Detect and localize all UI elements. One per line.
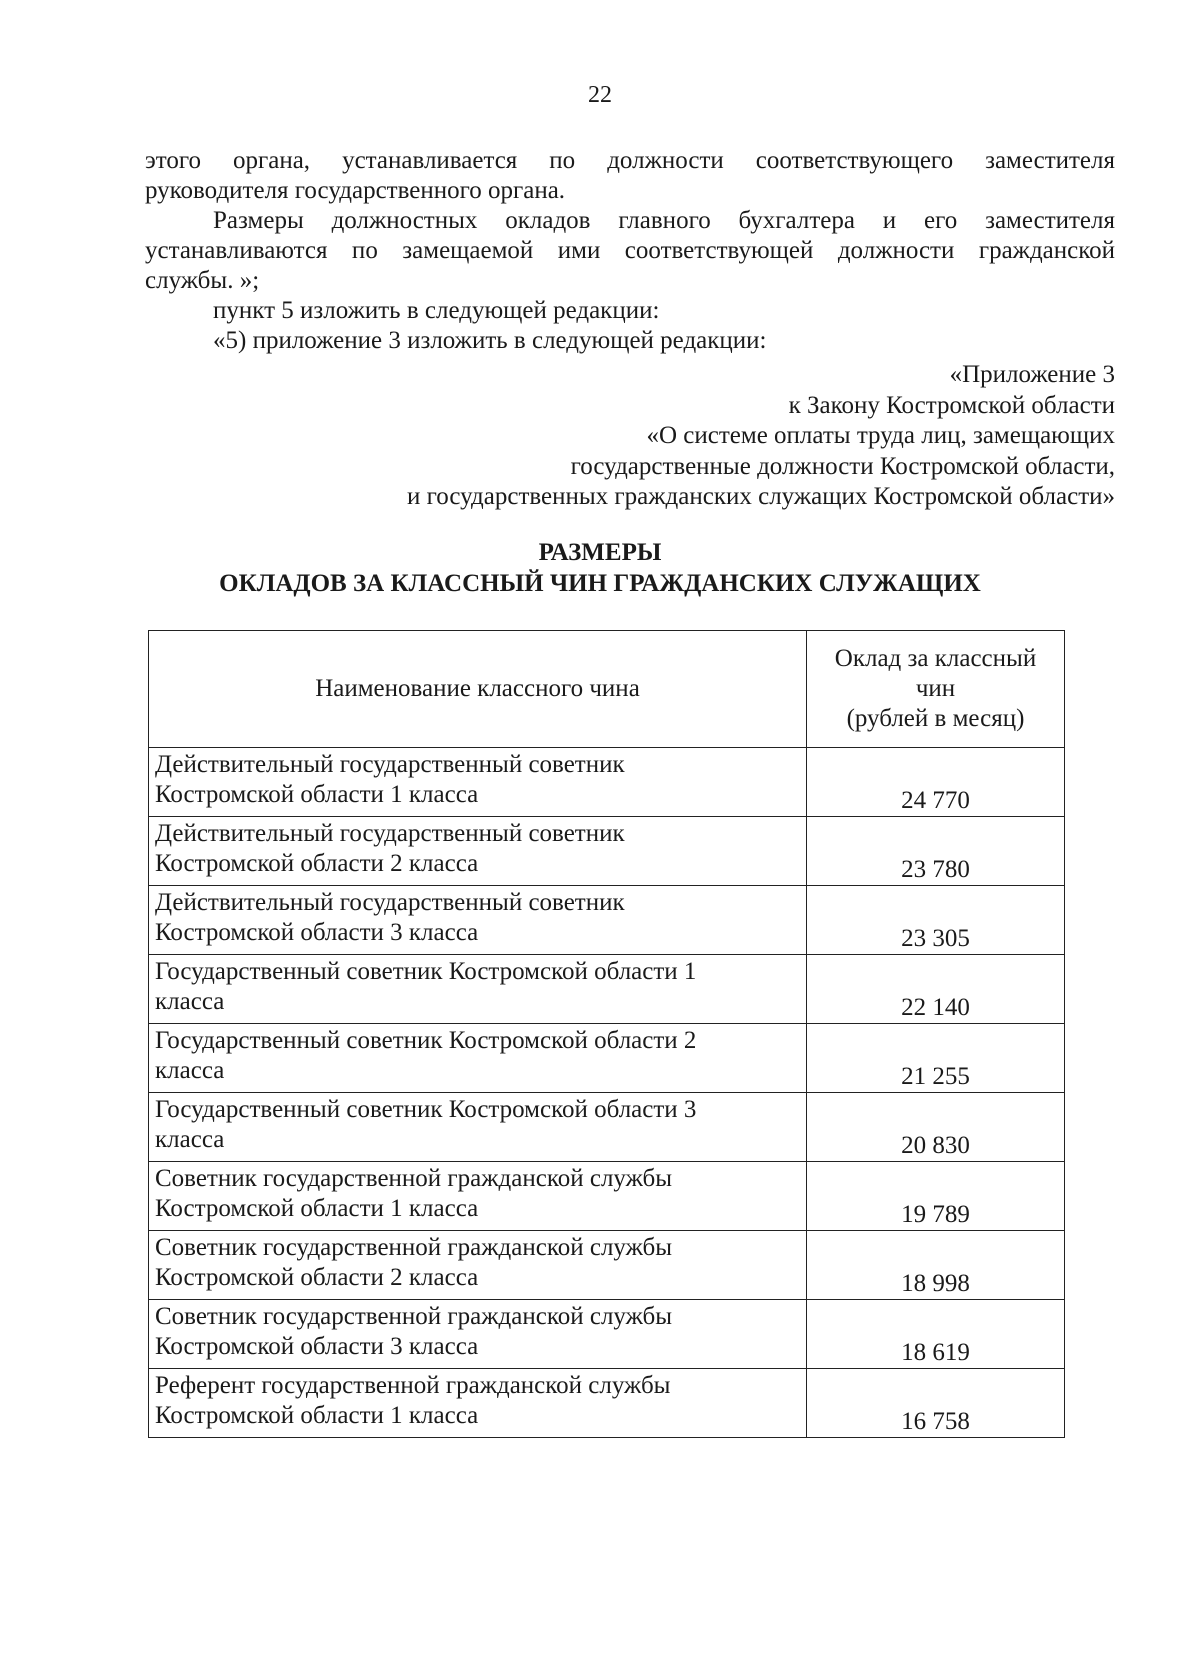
table-row <box>149 1369 1065 1438</box>
cell-amount: 20 830 <box>807 1093 1065 1162</box>
cell-classname-line: Государственный советник Костромской области 1 <box>155 958 697 985</box>
appendix-ref-line: «О системе оплаты труда лиц, замещающих <box>646 422 1115 449</box>
appendix-reference <box>215 360 1115 513</box>
appendix-ref-line: к Закону Костромской области <box>788 391 1115 419</box>
cell-classname-line: Государственный советник Костромской области 2 <box>155 1027 697 1054</box>
appendix-ref-line: государственные должности Костромской области, <box>570 452 1115 480</box>
cell-classname <box>149 748 807 817</box>
cell-amount: 16 758 <box>807 1369 1065 1438</box>
table-row <box>149 1231 1065 1300</box>
cell-classname-line: Костромской области 2 класса <box>155 1264 479 1291</box>
title-line: ОКЛАДОВ ЗА КЛАССНЫЙ ЧИН ГРАЖДАНСКИХ СЛУЖАЩИХ <box>219 570 981 597</box>
cell-classname-line: Советник государственной гражданской службы <box>155 1165 673 1192</box>
cell-classname-line: класса <box>155 1126 225 1153</box>
cell-classname <box>149 886 807 955</box>
cell-amount: 23 780 <box>807 817 1065 886</box>
cell-classname-line: Костромской области 3 класса <box>155 919 479 946</box>
cell-classname-line: Действительный государственный советник <box>155 751 625 778</box>
cell-amount: 19 789 <box>807 1162 1065 1231</box>
cell-amount: 21 255 <box>807 1024 1065 1093</box>
table-row <box>149 748 1065 817</box>
header-amount-line: чин <box>915 675 956 702</box>
header-amount <box>807 631 1065 748</box>
cell-classname <box>149 1300 807 1369</box>
cell-classname-line: Действительный государственный советник <box>155 820 625 847</box>
header-amount-line: Оклад за классный <box>834 645 1037 672</box>
cell-classname-line: Референт государственной гражданской службы <box>155 1372 671 1399</box>
cell-classname-line: Костромской области 1 класса <box>155 781 479 808</box>
paragraph-line: руководителя государственного органа. <box>145 177 566 204</box>
table-row <box>149 886 1065 955</box>
page-number: 22 <box>588 82 612 108</box>
salary-table <box>148 630 1065 1438</box>
cell-classname-line: Советник государственной гражданской службы <box>155 1234 673 1261</box>
cell-classname <box>149 955 807 1024</box>
paragraph-line: этого органа, устанавливается по должности соответствующего заместителя <box>145 147 1115 174</box>
paragraph-line: устанавливаются по замещаемой ими соответствующей должности гражданской <box>145 237 1115 264</box>
appendix-ref-line: и государственных гражданских служащих Костромской области» <box>406 483 1115 510</box>
cell-classname-line: класса <box>155 1057 225 1084</box>
cell-classname-line: Советник государственной гражданской службы <box>155 1303 673 1330</box>
cell-classname <box>149 1369 807 1438</box>
cell-classname-line: Государственный советник Костромской области 3 <box>155 1096 697 1123</box>
table-row <box>149 1024 1065 1093</box>
title-line: РАЗМЕРЫ <box>538 539 662 566</box>
cell-amount: 18 619 <box>807 1300 1065 1369</box>
table-row <box>149 1162 1065 1231</box>
cell-classname <box>149 1162 807 1231</box>
header-classname: Наименование классного чина <box>149 631 807 748</box>
table-row <box>149 955 1065 1024</box>
cell-classname-line: Костромской области 3 класса <box>155 1333 479 1360</box>
cell-amount: 24 770 <box>807 748 1065 817</box>
cell-amount: 22 140 <box>807 955 1065 1024</box>
paragraph-line: «5) приложение 3 изложить в следующей редакции: <box>213 327 767 354</box>
cell-classname <box>149 1024 807 1093</box>
table-row <box>149 1300 1065 1369</box>
cell-classname-line: Костромской области 2 класса <box>155 850 479 877</box>
table-header-row <box>149 631 1065 748</box>
cell-amount: 23 305 <box>807 886 1065 955</box>
paragraph-line: пункт 5 изложить в следующей редакции: <box>213 297 660 324</box>
document-title <box>0 537 1200 599</box>
paragraph-line: Размеры должностных окладов главного бухгалтера и его заместителя <box>213 207 1115 234</box>
cell-classname <box>149 817 807 886</box>
table-row <box>149 1093 1065 1162</box>
cell-classname-line: Действительный государственный советник <box>155 889 625 916</box>
paragraph-line: службы. »; <box>145 267 260 294</box>
cell-classname <box>149 1093 807 1162</box>
cell-classname <box>149 1231 807 1300</box>
cell-amount: 18 998 <box>807 1231 1065 1300</box>
header-amount-line: (рублей в месяц) <box>846 705 1025 732</box>
cell-classname-line: Костромской области 1 класса <box>155 1195 479 1222</box>
body-text <box>145 146 1115 356</box>
appendix-ref-line: «Приложение 3 <box>949 361 1115 388</box>
cell-classname-line: класса <box>155 988 225 1015</box>
cell-classname-line: Костромской области 1 класса <box>155 1402 479 1429</box>
table-row <box>149 817 1065 886</box>
